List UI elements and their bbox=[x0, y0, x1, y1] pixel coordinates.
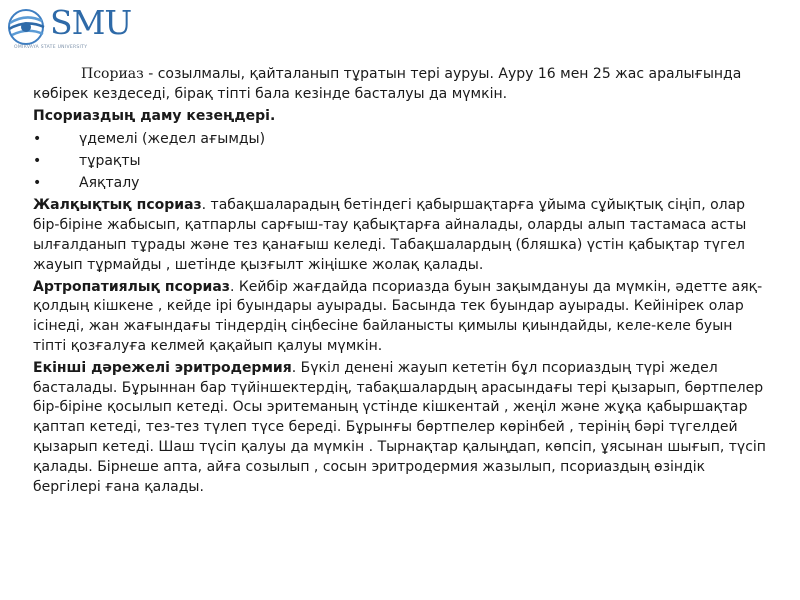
paragraph-title: Артропатиялық псориаз bbox=[33, 278, 230, 295]
globe-icon bbox=[6, 7, 50, 47]
intro-term: Псориаз bbox=[81, 66, 144, 82]
list-item bbox=[33, 150, 768, 172]
university-logo bbox=[6, 5, 146, 55]
erythroderma-paragraph bbox=[33, 359, 768, 498]
stages-heading: Псориаздың даму кезеңдері. bbox=[33, 107, 276, 124]
stages-list bbox=[33, 128, 768, 194]
bullet-icon: • bbox=[33, 153, 42, 170]
list-item-label: Аяқталу bbox=[79, 175, 140, 192]
exudative-psoriasis-paragraph bbox=[33, 196, 768, 275]
intro-paragraph bbox=[33, 65, 768, 105]
paragraph-text: . табақшаларадың бетіндегі қабыршақтарға ұйыма сұйықтық сіңіп, олар бір-біріне жабысып, қатпарлы сарғыш-тау қабықтарға айналады, оларды алып тастамаса асты ылғалданып тұрады және тез қанағыш келеді. Табақшалардың (бляшка) үстін қабықтар түгел жауып тұрмайды , шетінде қызғылт жіңішке жолақ қалады. bbox=[33, 197, 747, 273]
bullet-icon: • bbox=[33, 131, 42, 148]
list-item bbox=[33, 128, 768, 150]
list-item-label: үдемелі (жедел ағымды) bbox=[79, 131, 266, 148]
list-item-label: тұрақты bbox=[79, 153, 141, 170]
paragraph-title: Екінші дәрежелі эритродермия bbox=[33, 359, 292, 376]
paragraph-title: Жалқықтық псориаз bbox=[33, 197, 202, 214]
document-body bbox=[33, 65, 768, 497]
logo-text: SMU bbox=[50, 3, 132, 42]
logo-subtitle: OMIRVAYA STATE UNIVERSITY bbox=[14, 45, 88, 50]
arthropathic-psoriasis-paragraph bbox=[33, 278, 768, 357]
paragraph-text: . Бүкіл денені жауып кететін бұл псориаздың түрі жедел басталады. Бұрыннан бар түйіншектердің, табақшалардың арасындағы тері қызарып, бөртпелер бір-біріне қосылып кетеді. Осы эритеманың үстінде кішкентай , жеңіл және жұқа қабыршақтар қаптап кетеді, тез-тез түлеп түсе береді. Бұрынғы бөртпелер көрінбей , терінің бәрі түгелдей қызарып кетеді. Шаш түсіп қалуы да мүмкін . Тырнақтар қалыңдап, көпсіп, ұясынан шығып, түсіп қалады. Бірнеше апта, айға созылып , сосын эритродермия жазылып, псориаздың өзіндік бергілері ғана қалады. bbox=[33, 359, 766, 495]
paragraph-text: . Кейбір жағдайда псориазда буын зақымдануы да мүмкін, әдетте аяқ-қолдың кішкене , кейде ірі буындары ауырады. Басында тек буындар ауырады. Кейінірек олар ісінеді, жан жағындағы тіндердің сіңбесіне байланысты қимылы қиындайды, келе-келе буын тіпті қозғалуға келмей қақайып қалуы мүмкін. bbox=[33, 278, 763, 354]
intro-text: - созылмалы, қайталанып тұратын тері ауруы. Ауру 16 мен 25 жас аралығында көбірек кездеседі, бірақ тіпті бала кезінде басталуы да мүмкін. bbox=[33, 66, 742, 102]
bullet-icon: • bbox=[33, 175, 42, 192]
list-item bbox=[33, 172, 768, 194]
